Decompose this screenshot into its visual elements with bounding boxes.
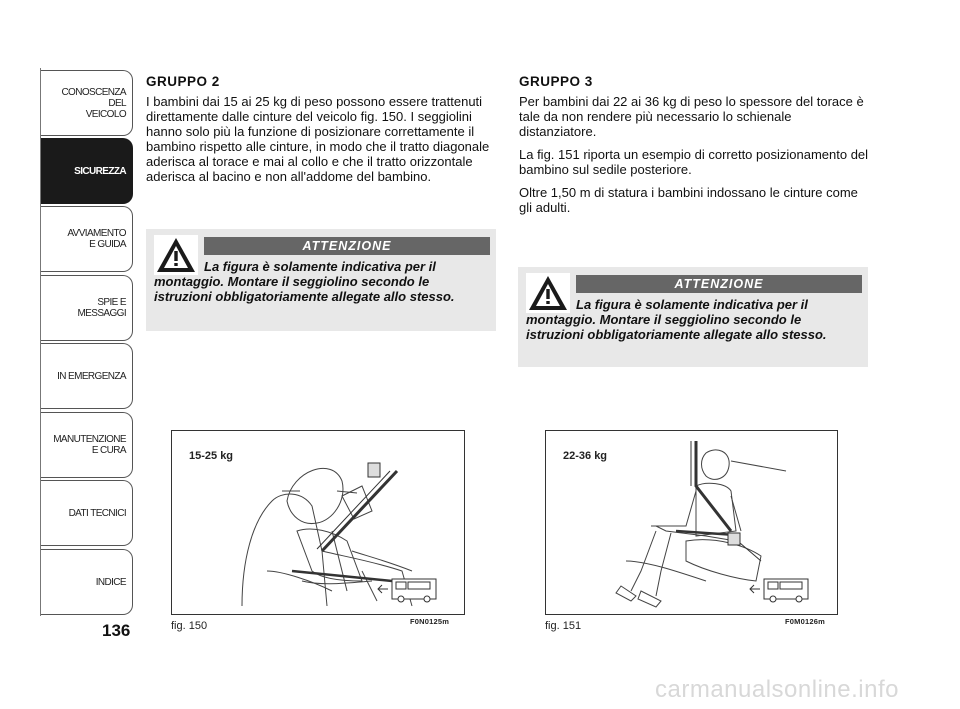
figure-caption: fig. 150 bbox=[171, 620, 208, 632]
body-paragraph: Oltre 1,50 m di statura i bambini indossano le cinture come gli adulti. bbox=[519, 185, 858, 215]
warning-text: La figura è solamente indicativa per il montaggio. Montare il seggiolino secondo le istruzioni obbligatoriamente allegate allo stesso. bbox=[526, 297, 827, 342]
warning-title: ATTENZIONE bbox=[204, 237, 490, 255]
warning-text: La figura è solamente indicativa per il montaggio. Montare il seggiolino secondo le istruzioni obbligatoriamente allegate allo stesso. bbox=[154, 259, 455, 304]
figure-weight-label: 22-36 kg bbox=[563, 450, 608, 462]
body-paragraph: I bambini dai 15 ai 25 kg di peso possono essere trattenuti direttamente dalle cinture del veicolo fig. 150. I seggiolini hanno solo più la funzione di posizionare correttamente il bambino rispetto alle cinture, in modo che il tratto diagonale aderisca al torace e mai al collo e che il tratto orizzontale aderisca al bacino e non all'addome del bambino. bbox=[146, 94, 490, 184]
warning-box bbox=[146, 229, 496, 331]
tab-conoscenza-del-veicolo[interactable]: CONOSCENZA DEL VEICOLO bbox=[41, 70, 133, 136]
section-heading-gruppo-3: GRUPPO 3 bbox=[519, 74, 593, 89]
figure-weight-label: 15-25 kg bbox=[189, 450, 234, 462]
left-column bbox=[146, 74, 498, 192]
watermark: carmanualsonline.info bbox=[655, 676, 899, 703]
tab-in-emergenza[interactable]: IN EMERGENZA bbox=[41, 343, 133, 409]
figure-caption: fig. 151 bbox=[545, 620, 582, 632]
section-heading-gruppo-2: GRUPPO 2 bbox=[146, 74, 220, 89]
tab-indice[interactable]: INDICE bbox=[41, 549, 133, 615]
tab-dati-tecnici[interactable]: DATI TECNICI bbox=[41, 480, 133, 546]
figure-151 bbox=[545, 430, 838, 615]
tab-spie-e-messaggi[interactable]: SPIE E MESSAGGI bbox=[41, 275, 133, 341]
tab-manutenzione-e-cura[interactable]: MANUTENZIONE E CURA bbox=[41, 412, 133, 478]
right-column bbox=[519, 74, 869, 223]
body-paragraph: La fig. 151 riporta un esempio di corretto posizionamento del bambino sul sedile posteriore. bbox=[519, 147, 869, 177]
body-paragraph: Per bambini dai 22 ai 36 kg di peso lo spessore del torace è tale da non rendere più necessario lo schienale distanziatore. bbox=[519, 94, 864, 139]
page-number: 136 bbox=[102, 621, 131, 640]
tab-sicurezza[interactable]: SICUREZZA bbox=[41, 138, 133, 204]
figure-150 bbox=[171, 430, 465, 615]
figure-code: F0M0126m bbox=[785, 617, 825, 626]
tab-avviamento-e-guida[interactable]: AVVIAMENTO E GUIDA bbox=[41, 206, 133, 272]
figure-code: F0N0125m bbox=[410, 617, 450, 626]
warning-title: ATTENZIONE bbox=[576, 275, 862, 293]
warning-box bbox=[518, 267, 868, 367]
